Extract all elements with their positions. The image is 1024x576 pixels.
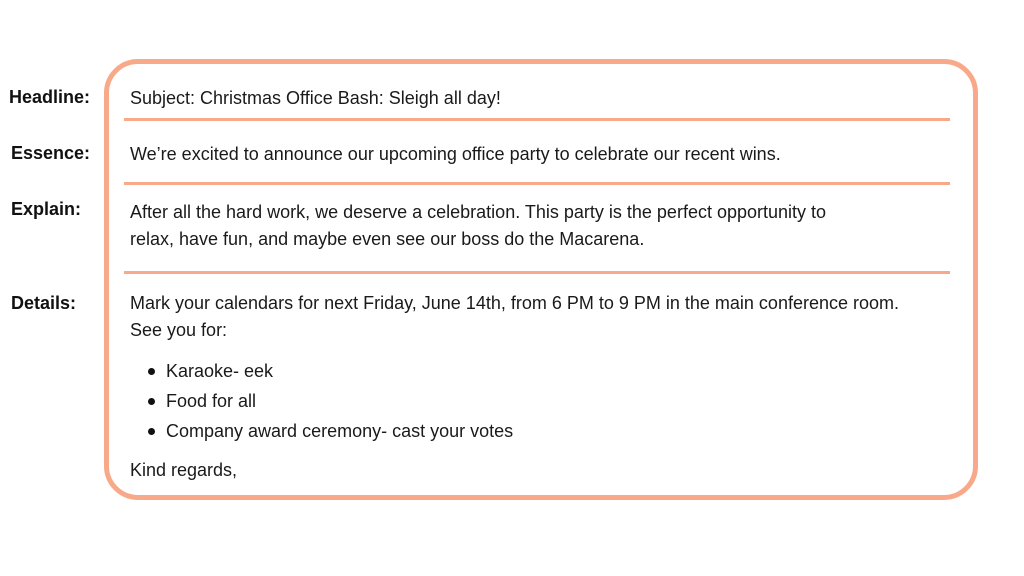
headline-label: Headline: xyxy=(9,87,91,107)
essence-label: Essence: xyxy=(11,143,91,163)
details-bullet-list xyxy=(148,356,513,446)
list-item: Food for all xyxy=(148,386,513,416)
divider-explain xyxy=(124,271,950,274)
list-item: Company award ceremony- cast your votes xyxy=(148,416,513,446)
email-closing: Kind regards, xyxy=(130,460,238,480)
email-explain-text: After all the hard work, we deserve a celebration. This party is the perfect opportunity to relax, have fun, and maybe even see our boss do the Macarena. xyxy=(130,202,827,249)
list-item: Karaoke- eek xyxy=(148,356,513,386)
email-subject: Subject: Christmas Office Bash: Sleigh all day! xyxy=(130,88,501,108)
details-label: Details: xyxy=(11,293,77,313)
divider-essence xyxy=(124,182,950,185)
email-details-text: Mark your calendars for next Friday, June 14th, from 6 PM to 9 PM in the main conference room. See you for: xyxy=(130,293,899,340)
explain-label: Explain: xyxy=(11,199,82,219)
email-essence-text: We’re excited to announce our upcoming office party to celebrate our recent wins. xyxy=(130,144,781,164)
divider-headline xyxy=(124,118,950,121)
